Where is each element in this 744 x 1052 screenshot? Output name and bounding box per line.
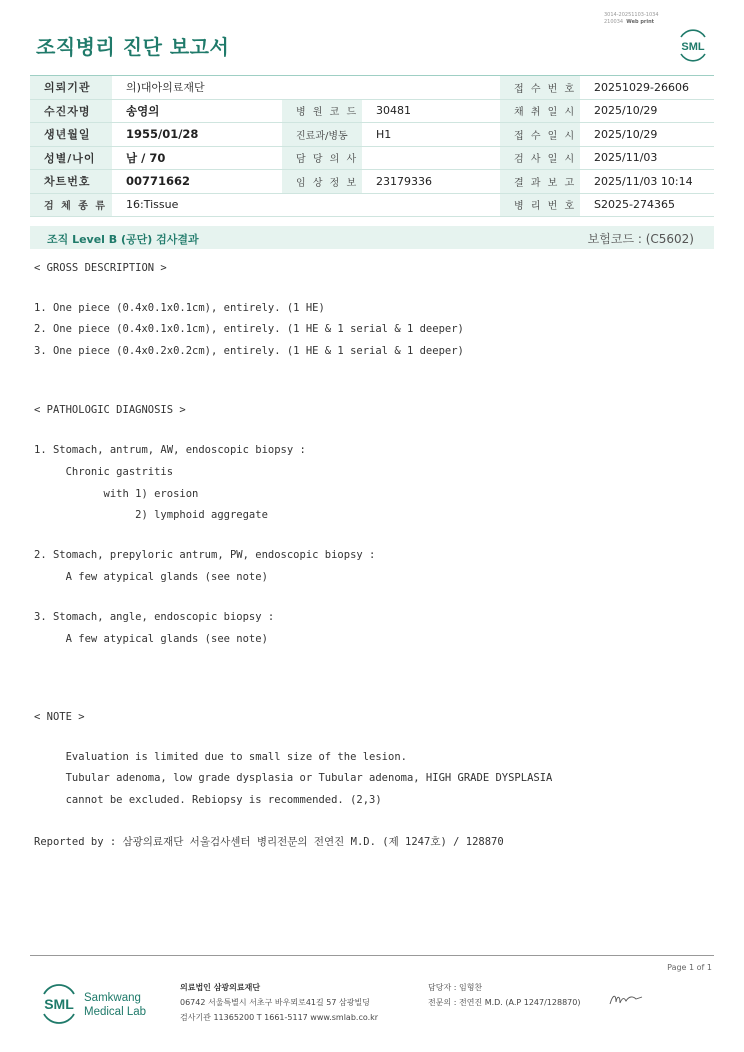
diagnosis-line: 1. Stomach, antrum, AW, endoscopic biopsy : xyxy=(34,444,306,456)
label-chart-no: 차트번호 xyxy=(30,170,112,194)
footer-divider xyxy=(30,955,714,956)
value-chart-no: 00771662 xyxy=(112,170,282,194)
label-birth-date: 생년월일 xyxy=(30,123,112,147)
label-result-report: 결 과 보 고 xyxy=(500,170,580,194)
pathologic-diagnosis-heading: < PATHOLOGIC DIAGNOSIS > xyxy=(34,404,186,416)
signature-icon xyxy=(608,990,644,1010)
value-hospital-code: 30481 xyxy=(362,99,500,123)
company-contact: 검사기관 11365200 T 1661-5117 www.smlab.co.kr xyxy=(180,1013,379,1022)
value-accession-no: 20251029-26606 xyxy=(580,76,714,100)
page-number: Page 1 of 1 xyxy=(667,963,712,972)
gross-description-heading: < GROSS DESCRIPTION > xyxy=(34,262,167,274)
gross-line: 1. One piece (0.4x0.1x0.1cm), entirely. (1 HE) xyxy=(34,302,325,314)
value-exam-date: 2025/11/03 xyxy=(580,146,714,170)
pathologist-info: 전문의 : 전연진 M.D. (A.P 1247/128870) xyxy=(428,998,581,1007)
table-row xyxy=(30,76,714,100)
svg-text:SML: SML xyxy=(44,996,74,1012)
company-address: 06742 서울특별시 서초구 바우뫼로41길 57 삼광빌딩 xyxy=(180,998,370,1007)
value-specimen-type: 16:Tissue xyxy=(112,193,500,217)
document-code: 3014-20251103-1034 210034 Web print xyxy=(604,12,659,25)
table-row xyxy=(30,146,714,170)
patient-info-table xyxy=(30,75,714,217)
value-requesting-org: 의)대아의료재단 xyxy=(112,76,500,100)
gross-line: 3. One piece (0.4x0.2x0.2cm), entirely. (1 HE & 1 serial & 1 deeper) xyxy=(34,345,464,357)
value-result-report: 2025/11/03 10:14 xyxy=(580,170,714,194)
section-title: 조직 Level B (공단) 검사결과 xyxy=(47,233,199,246)
value-clinical-info: 23179336 xyxy=(362,170,500,194)
contact-person: 담당자 : 임형찬 xyxy=(428,983,483,992)
diagnosis-line: 3. Stomach, angle, endoscopic biopsy : xyxy=(34,611,275,623)
note-line: cannot be excluded. Rebiopsy is recommended. (2,3) xyxy=(34,794,382,806)
label-hospital-code: 병 원 코 드 xyxy=(282,99,362,123)
table-row xyxy=(30,193,714,217)
svg-text:SML: SML xyxy=(681,41,705,53)
label-clinical-info: 임 상 정 보 xyxy=(282,170,362,194)
label-department: 진료과/병동 xyxy=(282,123,362,147)
value-birth-date: 1955/01/28 xyxy=(112,123,282,147)
value-collection-date: 2025/10/29 xyxy=(580,99,714,123)
note-line: Evaluation is limited due to small size of the lesion. xyxy=(34,751,407,763)
label-sex-age: 성별/나이 xyxy=(30,146,112,170)
label-receipt-date: 접 수 일 시 xyxy=(500,123,580,147)
label-specimen-type: 검 체 종 류 xyxy=(30,193,112,217)
value-department: H1 xyxy=(362,123,500,147)
label-collection-date: 채 취 일 시 xyxy=(500,99,580,123)
company-name: 의료법인 삼광의료재단 xyxy=(180,983,261,992)
diagnosis-line: with 1) erosion xyxy=(34,488,199,500)
note-heading: < NOTE > xyxy=(34,711,85,723)
label-requesting-org: 의뢰기관 xyxy=(30,76,112,100)
svg-text:Medical Lab: Medical Lab xyxy=(84,1006,147,1018)
label-patient-name: 수진자명 xyxy=(30,99,112,123)
insurance-code: 보험코드 : (C5602) xyxy=(587,232,694,246)
label-exam-date: 검 사 일 시 xyxy=(500,146,580,170)
label-accession-no: 접 수 번 호 xyxy=(500,76,580,100)
note-line: Tubular adenoma, low grade dysplasia or Tubular adenoma, HIGH GRADE DYSPLASIA xyxy=(34,772,553,784)
diagnosis-line: Chronic gastritis xyxy=(34,466,174,478)
page-title: 조직병리 진단 보고서 xyxy=(36,35,230,59)
svg-text:Samkwang: Samkwang xyxy=(84,992,141,1004)
value-physician xyxy=(362,146,500,170)
table-row xyxy=(30,99,714,123)
value-patient-name: 송영의 xyxy=(112,99,282,123)
value-sex-age: 남 / 70 xyxy=(112,146,282,170)
label-physician: 담 당 의 사 xyxy=(282,146,362,170)
table-row xyxy=(30,170,714,194)
sml-logo-icon xyxy=(674,26,712,64)
gross-line: 2. One piece (0.4x0.1x0.1cm), entirely. (1 HE & 1 serial & 1 deeper) xyxy=(34,323,464,335)
table-row xyxy=(30,123,714,147)
samkwang-logo-icon xyxy=(38,982,158,1026)
diagnosis-line: A few atypical glands (see note) xyxy=(34,633,268,645)
web-print-label: Web print xyxy=(626,19,655,25)
label-pathology-no: 병 리 번 호 xyxy=(500,193,580,217)
diagnosis-line: 2. Stomach, prepyloric antrum, PW, endoscopic biopsy : xyxy=(34,549,376,561)
reported-by: Reported by : 삼광의료재단 서울검사센터 병리전문의 전연진 M.D. (제 1247호) / 128870 xyxy=(34,836,504,848)
diagnosis-line: 2) lymphoid aggregate xyxy=(34,509,268,521)
diagnosis-line: A few atypical glands (see note) xyxy=(34,571,268,583)
value-receipt-date: 2025/10/29 xyxy=(580,123,714,147)
value-pathology-no: S2025-274365 xyxy=(580,193,714,217)
